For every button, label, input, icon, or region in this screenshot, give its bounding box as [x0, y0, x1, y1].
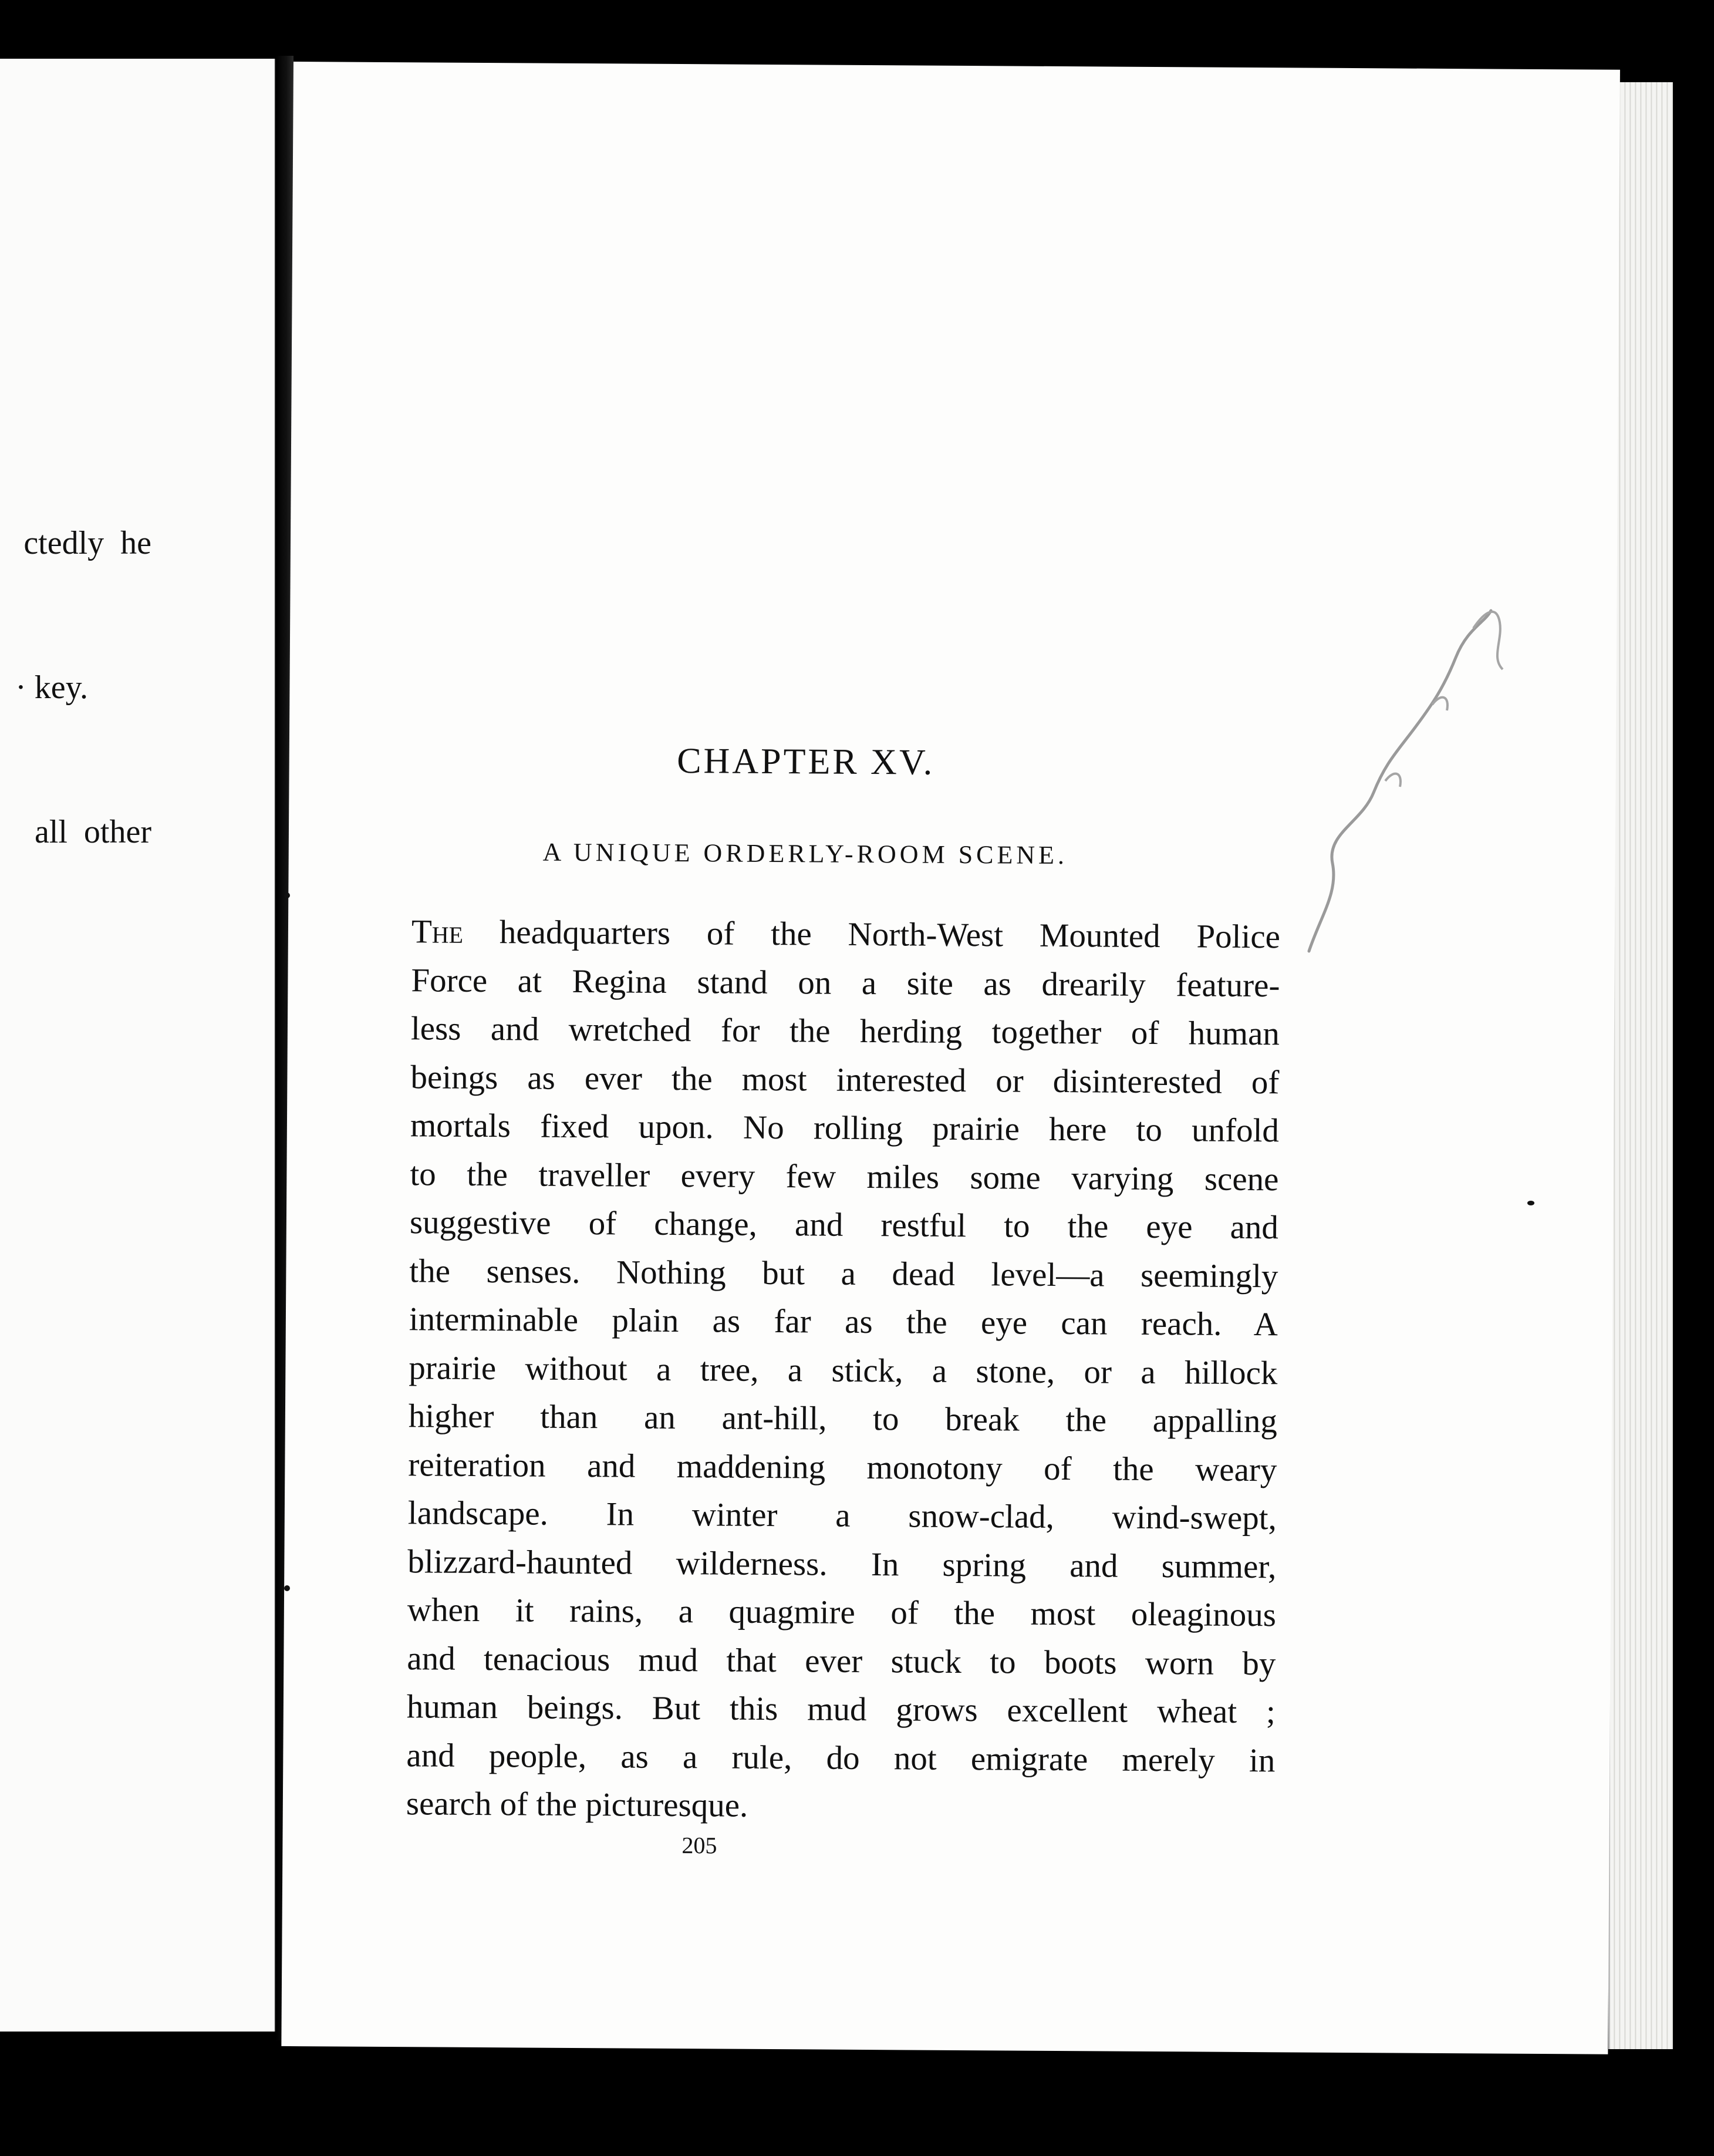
body-line: beings as ever the most interested or disinterested of: [410, 1058, 1280, 1101]
body-line: when it rains, a quagmire of the most oleaginous: [407, 1591, 1277, 1634]
right-page: [281, 62, 1620, 2054]
body-line: blizzard-haunted wilderness. In spring and summer,: [407, 1542, 1277, 1585]
scan-speck: [1527, 1201, 1534, 1205]
body-line-text: headquarters of the North-West Mounted Police: [463, 913, 1281, 956]
body-line: and tenacious mud that ever stuck to boots worn by: [407, 1639, 1276, 1682]
body-line: interminable plain as far as the eye can reach. A: [409, 1301, 1278, 1343]
body-line: reiteration and maddening monotony of the weary: [408, 1446, 1277, 1488]
body-line: and people, as a rule, do not emigrate merely in: [406, 1736, 1276, 1779]
page-edges: [1608, 82, 1675, 2049]
scan-speck: [284, 1585, 290, 1591]
chapter-title: CHAPTER XV.: [676, 741, 935, 783]
body-line: [411, 908, 1280, 962]
body-line: to the traveller every few miles some varying scene: [410, 1155, 1279, 1198]
left-page-line: · key.: [15, 669, 88, 706]
chapter-body: [406, 908, 1281, 1834]
body-line: higher than an ant-hill, to break the appalling: [408, 1397, 1278, 1440]
chapter-subtitle: A UNIQUE ORDERLY-ROOM SCENE.: [542, 837, 1068, 870]
left-page-text: [0, 423, 151, 952]
body-line: suggestive of change, and restful to the eye and: [409, 1204, 1279, 1247]
pencil-annotation-icon: [1297, 587, 1532, 986]
left-facing-page: [0, 59, 277, 2032]
body-line: human beings. But this mud grows excellent wheat ;: [406, 1688, 1276, 1731]
body-line: less and wretched for the herding together of human: [410, 1010, 1280, 1053]
body-line: landscape. In winter a snow-clad, wind-swept,: [407, 1494, 1277, 1537]
body-line: prairie without a tree, a stick, a stone, or a hillock: [409, 1349, 1278, 1392]
drop-word: The: [411, 913, 464, 951]
left-page-line: all other: [34, 814, 151, 850]
body-line: the senses. Nothing but a dead level—a seemingly: [409, 1252, 1278, 1295]
body-line: search of the picturesque.: [406, 1785, 748, 1824]
left-page-line: ctedly he: [23, 525, 151, 561]
scan-border: [1673, 0, 1714, 2156]
page-number: 205: [681, 1832, 717, 1859]
body-line: mortals fixed upon. No rolling prairie here to unfold: [410, 1107, 1280, 1150]
scan-speck: [284, 892, 290, 898]
body-line: Force at Regina stand on a site as drearily feature-: [411, 961, 1280, 1004]
